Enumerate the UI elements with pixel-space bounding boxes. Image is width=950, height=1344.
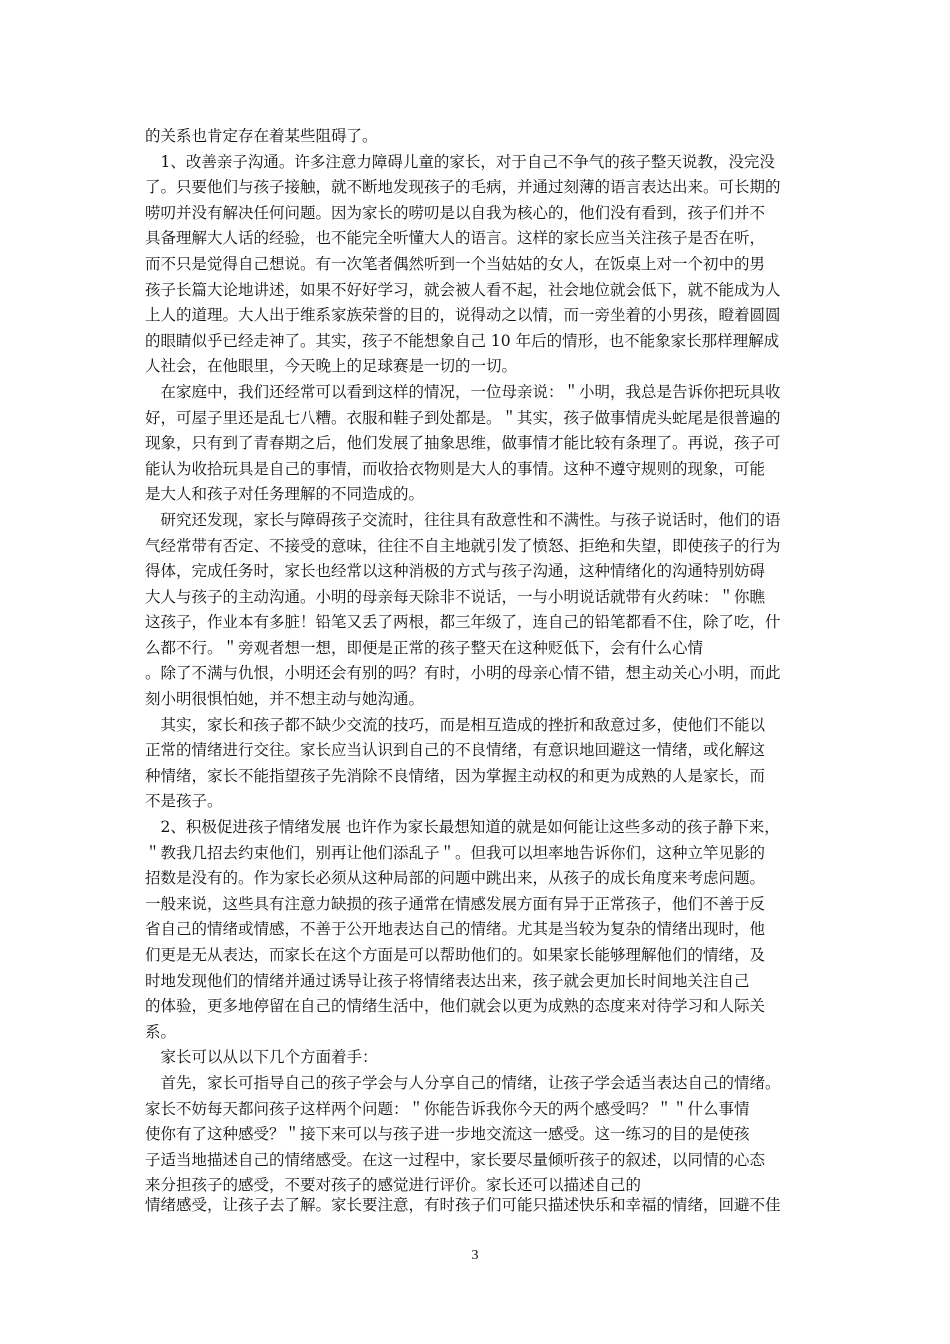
text-line: 大人与孩子的主动沟通。小明的母亲每天除非不说话，一与小明说话就带有火药味：＂你瞧 <box>145 587 766 606</box>
text-line: 好，可屋子里还是乱七八糟。衣服和鞋子到处都是。＂其实，孩子做事情虎头蛇尾是很普遍的 <box>145 408 781 427</box>
text-line: 情绪感受，让孩子去了解。家长要注意，有时孩子们可能只描述快乐和幸福的情绪，回避不佳 <box>145 1196 781 1214</box>
text-line: 的体验，更多地停留在自己的情绪生活中，他们就会以更为成熟的态度来对待学习和人际关 <box>145 997 766 1016</box>
text-line: 2、积极促进孩子情绪发展 也许作为家长最想知道的就是如何能让这些多动的孩子静下来， <box>145 818 780 837</box>
text-line: 1、改善亲子沟通。许多注意力障碍儿童的家长，对于自己不争气的孩子整天说教，没完没 <box>145 152 775 171</box>
page-number: 3 <box>471 1248 479 1263</box>
text-line: 能认为收拾玩具是自己的事情，而收拾衣物则是大人的事情。这种不遵守规则的现象，可能 <box>145 459 766 478</box>
text-line: 刻小明很惧怕她，并不想主动与她沟通。 <box>145 690 425 709</box>
text-line: 的眼睛似乎已经走神了。其实，孩子不能想象自己 10 年后的情形，也不能象家长那样理解成 <box>145 331 780 350</box>
text-line: 子适当地描述自己的情绪感受。在这一过程中，家长要尽量倾听孩子的叙述，以同情的心态 <box>145 1150 766 1169</box>
text-line: 家长可以从以下几个方面着手： <box>145 1048 378 1067</box>
text-line: 么都不行。＂旁观者想一想，即便是正常的孩子整天在这种贬低下，会有什么心情 <box>145 638 704 657</box>
text-line: 们更是无从表达，而家长在这个方面是可以帮助他们的。如果家长能够理解他们的情绪，及 <box>145 946 766 964</box>
text-line: 首先，家长可指导自己的孩子学会与人分享自己的情绪，让孩子学会适当表达自己的情绪。 <box>145 1073 781 1092</box>
text-line: 这孩子，作业本有多脏！铅笔又丢了两根，都三年级了，连自己的铅笔都看不住，除了吃，什 <box>145 613 781 632</box>
text-line: 气经常带有否定、不接受的意味，往往不自主地就引发了愤怒、拒绝和失望，即使孩子的行为 <box>145 536 781 555</box>
text-line: 上人的道理。大人出于维系家族荣誉的目的，说得动之以情，而一旁坐着的小男孩，瞪着圆圆 <box>145 306 781 325</box>
text-line: 现象，只有到了青春期之后，他们发展了抽象思维，做事情才能比较有条理了。再说，孩子可 <box>145 434 781 453</box>
text-line: ＂教我几招去约束他们，别再让他们添乱子＂。但我可以坦率地告诉你们，这种立竿见影的 <box>145 843 766 862</box>
text-line: 。除了不满与仇恨，小明还会有别的吗？有时，小明的母亲心情不错，想主动关心小明，而此 <box>145 664 781 683</box>
text-line: 在家庭中，我们还经常可以看到这样的情况，一位母亲说：＂小明，我总是告诉你把玩具收 <box>145 382 781 401</box>
text-line: 而不只是觉得自己想说。有一次笔者偶然听到一个当姑姑的女人，在饭桌上对一个初中的男 <box>145 254 766 273</box>
text-line: 得体，完成任务时，家长也经常以这种消极的方式与孩子沟通，这种情绪化的沟通特别妨碍 <box>145 562 766 581</box>
text-line: 一般来说，这些具有注意力缺损的孩子通常在情感发展方面有异于正常孩子，他们不善于反 <box>145 894 766 913</box>
text-line: 不是孩子。 <box>145 792 223 811</box>
text-line: 了。只要他们与孩子接触，就不断地发现孩子的毛病，并通过刻薄的语言表达出来。可长期的 <box>145 178 781 197</box>
text-line: 人社会，在他眼里，今天晚上的足球赛是一切的一切。 <box>145 357 518 376</box>
text-line: 的关系也肯定存在着某些阻碍了。 <box>145 127 378 145</box>
text-line: 正常的情绪进行交往。家长应当认识到自己的不良情绪，有意识地回避这一情绪，或化解这 <box>145 741 766 760</box>
text-line: 唠叨并没有解决任何问题。因为家长的唠叨是以自我为核心的，他们没有看到，孩子们并不 <box>145 203 766 222</box>
text-line: 孩子长篇大论地讲述，如果不好好学习，就会被人看不起，社会地位就会低下，就不能成为人 <box>145 280 781 299</box>
text-line: 时地发现他们的情绪并通过诱导让孩子将情绪表达出来，孩子就会更加长时间地关注自己 <box>145 971 750 990</box>
text-line: 来分担孩子的感受，不要对孩子的感觉进行评价。家长还可以描述自己的 <box>145 1176 642 1195</box>
text-line: 其实，家长和孩子都不缺少交流的技巧，而是相互造成的挫折和敌意过多，使他们不能以 <box>145 715 766 734</box>
text-line: 是大人和孩子对任务理解的不同造成的。 <box>145 485 425 504</box>
text-line: 家长不妨每天都问孩子这样两个问题：＂你能告诉我你今天的两个感受吗？＂＂什么事情 <box>145 1099 750 1118</box>
text-line: 系。 <box>145 1022 177 1041</box>
body-text <box>145 124 813 1199</box>
body-text-continuation <box>145 1193 813 1219</box>
text-line: 具备理解大人话的经验，也不能完全听懂大人的语言。这样的家长应当关注孩子是否在听， <box>145 229 766 248</box>
text-line: 种情绪，家长不能指望孩子先消除不良情绪，因为掌握主动权的和更为成熟的人是家长，而 <box>145 766 766 785</box>
text-line: 省自己的情绪或情感，不善于公开地表达自己的情绪。尤其是当较为复杂的情绪出现时，他 <box>145 920 766 939</box>
text-line: 研究还发现，家长与障碍孩子交流时，往往具有敌意性和不满性。与孩子说话时，他们的语 <box>145 510 781 529</box>
text-line: 使你有了这种感受？＂接下来可以与孩子进一步地交流这一感受。这一练习的目的是使孩 <box>145 1125 750 1144</box>
text-line: 招数是没有的。作为家长必须从这种局部的问题中跳出来，从孩子的成长角度来考虑问题。 <box>145 869 766 888</box>
